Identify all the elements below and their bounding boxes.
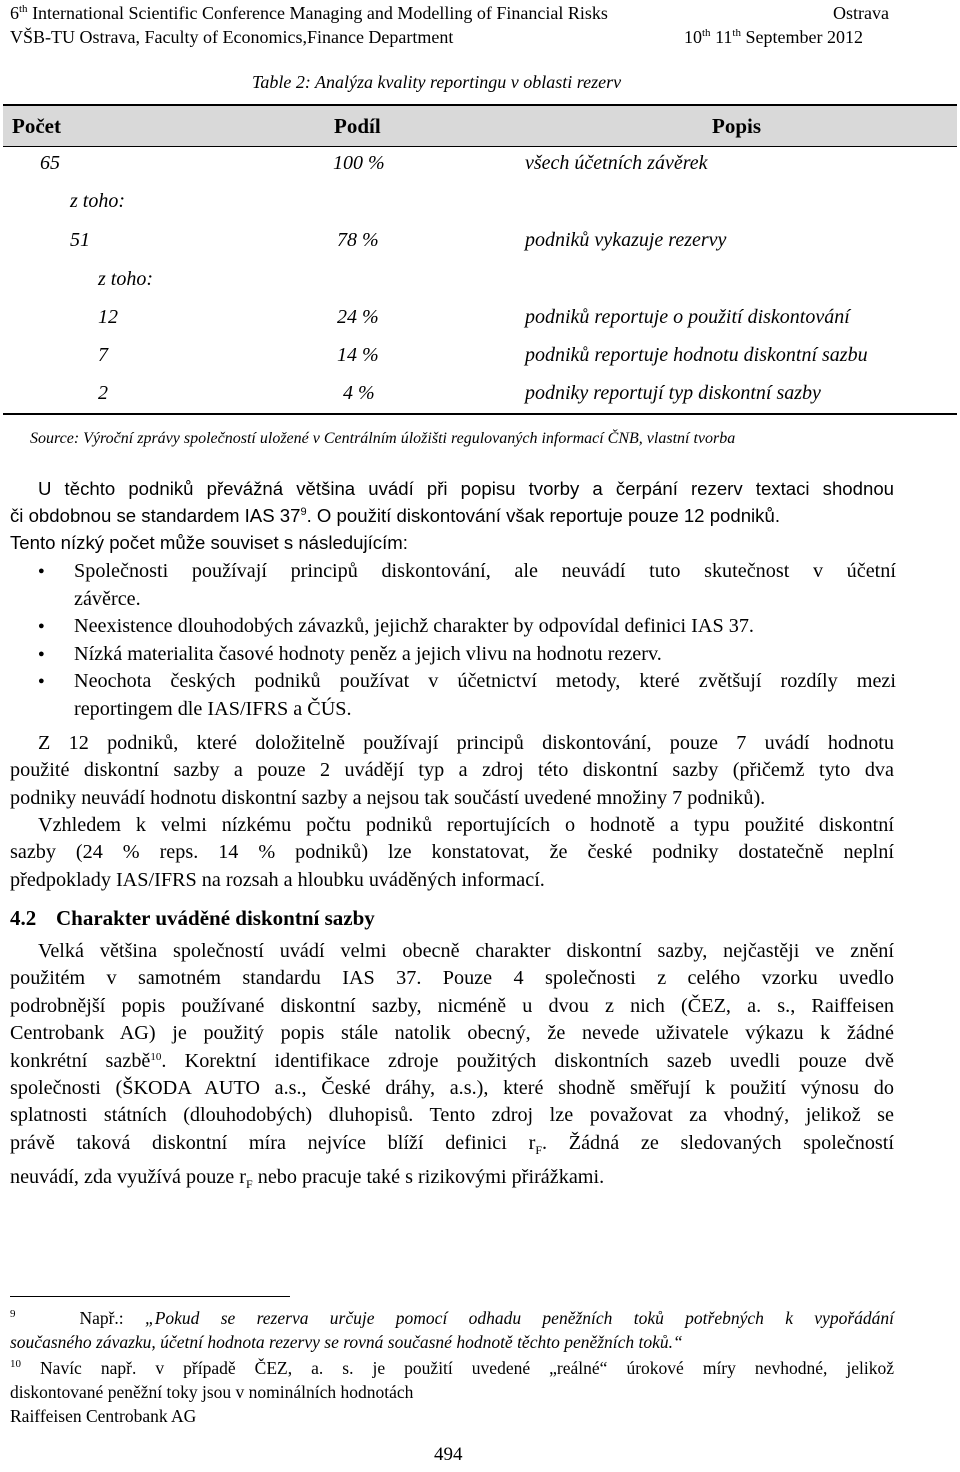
paragraph-intro-cont: či obdobnou se standardem IAS $37^9$. O použití diskontování však reportuje pouze 12 podniků. Tento nízký počet může souviset s následujícím: (10, 505, 780, 554)
list-item: ● Neochota českých podniků používat v účetnictví metody, které zvětšují rozdíly mezi reportingem dle IAS/IFRS a ČÚS. (38, 668, 896, 723)
table-cell-count: 65 (40, 152, 60, 174)
table-caption: Table 2: Analýza kvality reportingu v oblasti rezerv (252, 72, 622, 92)
footnote-rule (10, 1296, 290, 1297)
table-cell-share: 100 % (333, 152, 385, 174)
bullet-list (38, 558, 896, 724)
table-cell-share: 4 % (343, 382, 375, 404)
paragraph-conclusion: Vzhledem k velmi nízkému počtu podniků reportujících o hodnotě a typu použité diskontní sazby (24 % reps. 14 % podniků) lze konstatovat, že české podniky dostatečně neplní předpoklady IAS/IFRS na rozsah a hloubku uváděných informací. (10, 814, 894, 891)
table-cell-desc: podniky reportují typ diskontní sazby (525, 382, 821, 404)
page-number: 494 (434, 1444, 463, 1465)
footnote-9: $^9$ Např.: „Pokud se rezerva určuje pomocí odhadu peněžních toků potřebných k vypořádání současného závazku, účetní hodnota rezervy se rovná současné hodnotě těchto peněžních toků.“ (10, 1308, 894, 1352)
list-item: ● Společnosti používají principů diskontování, ale neuvádí tuto skutečnost v účetní závěrce. (38, 558, 896, 613)
list-item: ● Nízká materialita časové hodnoty peněz a jejich vlivu na hodnotu rezerv. (38, 641, 896, 669)
header-date: 10th 11th September 2012 (684, 27, 863, 47)
footnote-10: $^{10}$ Navíc např. v případě ČEZ, a. s. je použití uvedené „reálné“ úrokové míry nevhodné, jelikož diskontované peněžní toky jsou v nominálních hodnotách Raiffeisen Centrobank AG (10, 1358, 894, 1426)
paragraph-discounting: Z 12 podniků, které doložitelně používají principů diskontování, pouze 7 uvádí hodnotu použité diskontní sazby a pouze 2 uvádějí typ a zdroj této diskontní sazby (přičemž tyto dva podniky neuvádí hodnotu diskontní sazby a nejsou tak součástí uvedené množiny 7 podniků). (10, 732, 894, 809)
paragraph-intro: U těchto podniků převážná většina uvádí při popisu tvorby a čerpání rezerv textaci shodnou (38, 478, 894, 499)
table-header-desc: Popis (712, 114, 762, 138)
table-cell-desc: podniků vykazuje rezervy (525, 229, 727, 251)
table-cell-desc: podniků reportuje o použití diskontování (525, 306, 850, 328)
table-header-share: Podíl (334, 114, 381, 138)
list-item: ● Neexistence dlouhodobých závazků, jejichž charakter by odpovídal definici IAS 37. (38, 613, 896, 641)
section-heading: 4.2 Charakter uváděné diskontní sazby (10, 906, 375, 930)
paragraph-discount-rate: Velká většina společností uvádí velmi obecně charakter diskontní sazby, nejčastěji ve znění použitém v samotném standardu IAS 37. Pouze 4 společnosti z celého vzorku uvedlo podrobnější popis používané diskontní sazby, nicméně u dvou z nich (ČEZ, a. s., Raiffeisen Centrobank AG) je použitý popis stále natolik obecný, že nevede uživatele výkazu k žádné konkrétní sazbě$^{10}$. Korektní identifikace zdroje použitých diskontních sazeb uvedli pouze dvě společnosti (ŠKODA AUTO a.s., České dráhy, a.s.), které shodně směřují k použití výnosu do splatnosti státních (dlouhodobých) dluhopisů. Tento zdroj lze považovat za vhodný, jelikož se právě taková diskontní míra nejvíce blíží definici $r_F$. Žádná ze sledovaných společností neuvádí, zda využívá pouze $r_F$ nebo pracuje také s rizikovými přirážkami. (10, 940, 894, 1192)
table-cell-desc: podniků reportuje hodnotu diskontní sazbu (525, 344, 868, 366)
table-source-note: Source: Výroční zprávy společností uložené v Centrálním úložišti regulovaných informací ČNB, vlastní tvorba (30, 430, 736, 447)
table-cell-desc: všech účetních závěrek (525, 152, 708, 174)
table-cell-subtotal-label: z toho: (70, 190, 125, 212)
header-faculty: VŠB-TU Ostrava, Faculty of Economics,Finance Department (10, 27, 454, 47)
header-conference: 6th International Scientific Conference Managing and Modelling of Financial Risks (10, 3, 608, 23)
table-cell-count: 51 (70, 229, 90, 251)
header-city: Ostrava (833, 3, 889, 23)
table-header-count: Počet (12, 114, 61, 138)
table-header-band (3, 106, 957, 146)
table-header-rule (3, 146, 957, 147)
table-cell-share: 78 % (337, 229, 379, 251)
table-cell-subtotal-label: z toho: (98, 268, 153, 290)
table-bottom-rule (3, 413, 957, 415)
table-cell-count: 7 (98, 344, 108, 366)
table-cell-count: 2 (98, 382, 108, 404)
table-cell-count: 12 (98, 306, 118, 328)
table-cell-share: 24 % (337, 306, 379, 328)
table-cell-share: 14 % (337, 344, 379, 366)
